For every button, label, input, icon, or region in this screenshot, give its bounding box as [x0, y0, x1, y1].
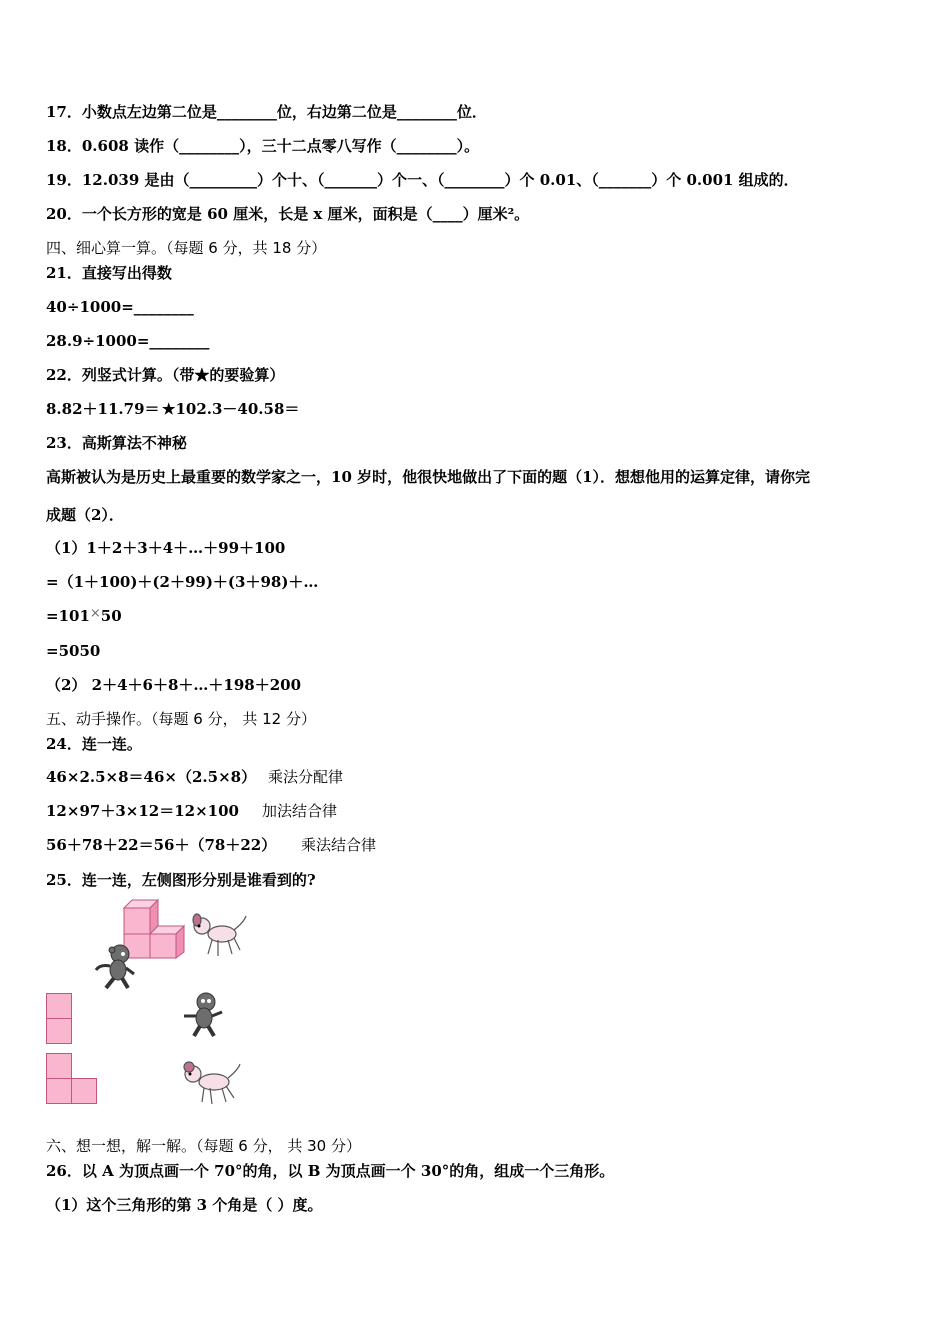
monkey-icon	[180, 990, 226, 1038]
question-23-step-2: =（1＋100)＋(2＋99)＋(3＋98)＋…	[46, 573, 319, 591]
question-23-step-1: （1）1＋2＋3＋4＋…＋99＋100	[46, 539, 286, 557]
question-22-a: 8.82＋11.79＝	[46, 400, 160, 418]
question-24: 24．连一连。	[46, 735, 142, 753]
section-6-heading: 六、想一想，解一解。（每题 6 分， 共 30 分）	[46, 1137, 361, 1155]
monkey-icon	[92, 942, 138, 990]
question-22: 22．列竖式计算。（带★的要验算）	[46, 366, 285, 384]
section-4-heading: 四、细心算一算。（每题 6 分，共 18 分）	[46, 239, 327, 257]
view-figure-1	[46, 993, 74, 1047]
question-19: 19．12.039 是由（_________）个十、（_______）个一、（________）个 0.01、（_______）个 0.001 组成的．	[46, 171, 799, 189]
match-expression-1: 46×2.5×8＝46×（2.5×8）	[46, 768, 257, 786]
question-23: 23．高斯算法不神秘	[46, 434, 187, 452]
match-expression-3: 56＋78＋22＝56＋（78＋22）	[46, 836, 277, 854]
step-3-left: =101	[46, 607, 90, 625]
question-21-a: 40÷1000=________	[46, 298, 194, 316]
dog-icon	[180, 1060, 242, 1106]
question-18: 18．0.608 读作（________），三十二点零八写作（________）。	[46, 137, 480, 155]
question-21: 21．直接写出得数	[46, 264, 172, 282]
question-21-b: 28.9÷1000=________	[46, 332, 210, 350]
question-23-paragraph-1: 高斯被认为是历史上最重要的数学家之一，10 岁时，他很快地做出了下面的题（1）．想想他用的运算定律，请你完	[46, 468, 811, 486]
match-law-3: 乘法结合律	[301, 836, 377, 854]
match-law-2: 加法结合律	[262, 802, 338, 820]
view-figure-2	[46, 1053, 100, 1107]
question-23-paragraph-2: 成题（2）．	[46, 506, 124, 524]
question-17: 17．小数点左边第二位是________位，右边第二位是________位．	[46, 103, 487, 121]
match-expression-2: 12×97＋3×12＝12×100	[46, 802, 239, 820]
dog-icon	[188, 910, 248, 958]
question-26: 26．以 A 为顶点画一个 70°的角，以 B 为顶点画一个 30°的角，组成一个三角形。	[46, 1162, 615, 1180]
section-5-heading: 五、动手操作。（每题 6 分， 共 12 分）	[46, 710, 316, 728]
question-20: 20．一个长方形的宽是 60 厘米，长是 x 厘米，面积是（____）厘米²。	[46, 205, 530, 223]
question-25: 25．连一连，左侧图形分别是谁看到的?	[46, 871, 316, 889]
times-sign: ×	[89, 606, 101, 621]
step-3-right: 50	[100, 607, 122, 625]
question-23-step-3	[46, 606, 122, 628]
question-22-b: ★102.3－40.58＝	[162, 400, 300, 418]
match-law-1: 乘法分配律	[268, 768, 344, 786]
question-26-part-1: （1）这个三角形的第 3 个角是（ ）度。	[46, 1196, 323, 1214]
question-23-step-4: =5050	[46, 642, 101, 660]
question-23-step-5: （2） 2＋4＋6＋8＋…＋198＋200	[46, 676, 302, 694]
